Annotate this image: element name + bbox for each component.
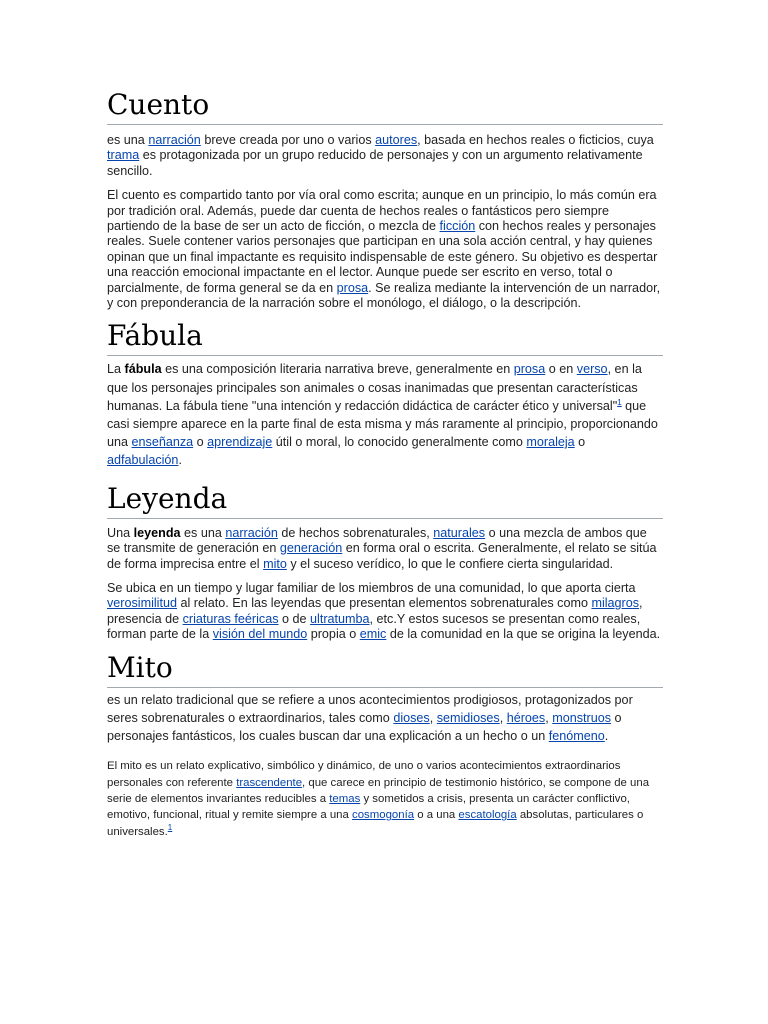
article-content: [107, 88, 663, 840]
link-prosa[interactable]: prosa: [513, 362, 546, 377]
text: Se ubica en un tiempo y lugar familiar de los miembros de una comunidad, lo que aporta cierta: [107, 580, 636, 595]
heading-mito: Mito: [107, 651, 663, 688]
cuento-paragraph-2: [107, 188, 663, 311]
link-autores[interactable]: autores: [375, 133, 418, 147]
leyenda-paragraph-2: [107, 581, 663, 643]
text: , en la que los personajes principales son animales o cosas inanimadas que presentan características humanas. La fábula tiene "una intención y redacción didáctica de carácter ético y universal": [107, 362, 642, 413]
text: ,: [429, 710, 437, 725]
text: , etc.Y estos sucesos se presentan como reales, forman parte de la: [107, 611, 641, 642]
text: El cuento es compartido tanto por vía oral como escrita; aunque en un principio, lo más común era por tradición oral. Además, puede dar cuenta de hechos reales o fantásticos pero siempre partiendo de la base de ser un acto de ficción, o mezcla de: [107, 188, 657, 234]
fabula-paragraph-1: [107, 360, 663, 469]
text: , basada en hechos reales o ficticios, cuya: [417, 133, 654, 147]
text: absolutas, particulares o universales.: [107, 809, 644, 838]
reference-link[interactable]: 1: [167, 822, 173, 832]
text: o a una: [414, 809, 459, 822]
link-semidioses[interactable]: semidioses: [436, 710, 500, 725]
text: o en: [545, 362, 577, 377]
text: es una: [107, 133, 149, 147]
mito-paragraph-1: [107, 691, 663, 746]
leyenda-paragraph-1: [107, 526, 663, 572]
link-ensenanza[interactable]: enseñanza: [131, 435, 194, 450]
link-cosmogonia[interactable]: cosmogonía: [352, 809, 415, 822]
text: es una: [180, 525, 226, 540]
text: .: [604, 728, 609, 743]
text: o de: [278, 611, 311, 626]
text: de hechos sobrenaturales,: [277, 525, 434, 540]
mito-paragraph-2: [107, 758, 663, 840]
text: , que carece en principio de testimonio histórico, se compone de una serie de elementos invariantes reducibles a: [107, 776, 650, 805]
text: breve creada por uno o varios: [200, 133, 376, 147]
text: propia o: [307, 627, 360, 642]
text: o personajes fantásticos, los cuales buscan dar una explicación a un hecho o un: [107, 710, 622, 743]
text: es un relato tradicional que se refiere a unos acontecimientos prodigiosos, protagonizados por seres sobrenaturales o extraordinarios, tales como: [107, 692, 633, 725]
text: es protagonizada por un grupo reducido de personajes y con un argumento relativamente sencillo.: [107, 148, 643, 178]
text: al relato. En las leyendas que presentan elementos sobrenaturales como: [177, 596, 592, 611]
link-mito[interactable]: mito: [263, 556, 287, 571]
bold-fabula: fábula: [124, 362, 162, 377]
link-trama[interactable]: trama: [107, 148, 140, 163]
text: , presencia de: [107, 596, 643, 626]
link-aprendizaje[interactable]: aprendizaje: [207, 435, 273, 450]
link-trascendente[interactable]: trascendente: [236, 776, 303, 789]
link-escatologia[interactable]: escatología: [458, 809, 517, 822]
link-heroes[interactable]: héroes: [506, 710, 546, 725]
link-naturales[interactable]: naturales: [433, 525, 486, 540]
heading-leyenda: Leyenda: [107, 482, 663, 519]
link-fenomeno[interactable]: fenómeno: [548, 728, 605, 743]
reference-link[interactable]: 1: [617, 397, 622, 407]
text: de la comunidad en la que se origina la leyenda.: [386, 627, 661, 642]
text: y sometidos a crisis, presenta un carácter conflictivo, emotivo, funcional, ritual y remite siempre a una: [107, 792, 630, 822]
link-verso[interactable]: verso: [576, 362, 608, 377]
text: El mito es un relato explicativo, simbólico y dinámico, de uno o varios acontecimientos extraordinarios personales con referente: [107, 760, 621, 789]
cuento-paragraph-1: [107, 133, 663, 179]
link-narracion[interactable]: narración: [225, 525, 278, 540]
text: . Se realiza mediante la intervención de un narrador, y con preponderancia de la narración sobre el monólogo, el diálogo, o la descripción.: [107, 280, 661, 311]
text: La: [107, 362, 125, 377]
link-ficcion[interactable]: ficción: [439, 219, 476, 234]
text: ,: [545, 710, 553, 725]
text: o: [193, 435, 208, 450]
link-monstruos[interactable]: monstruos: [552, 710, 612, 725]
link-ultratumba[interactable]: ultratumba: [310, 611, 370, 626]
text: que casi siempre aparece en la parte final de esta misma y más raramente al principio, proporcionando una: [107, 398, 658, 450]
text: útil o moral, lo conocido generalmente como: [272, 435, 527, 450]
text: es una composición literaria narrativa breve, generalmente en: [161, 362, 514, 377]
link-moraleja[interactable]: moraleja: [526, 435, 575, 450]
text: ,: [499, 710, 507, 725]
link-criaturas-feericas[interactable]: criaturas feéricas: [182, 611, 279, 626]
link-emic[interactable]: emic: [359, 627, 387, 642]
bold-leyenda: leyenda: [133, 525, 181, 540]
text: o una mezcla de ambos que se transmite de generación en: [107, 525, 647, 556]
text: con hechos reales y personajes reales. Suele contener varios personajes que participan en una sola acción central, y hay quienes opinan que un final impactante es requisito indispensable de este género. Su objetivo es despertar una reacción emocional impactante en el lector. Aunque puede ser escrito en verso, total o parcialmente, de forma general se da en: [107, 219, 658, 295]
text: y el suceso verídico, lo que le confiere cierta singularidad.: [286, 556, 614, 571]
link-temas[interactable]: temas: [329, 792, 361, 805]
link-vision-del-mundo[interactable]: visión del mundo: [212, 627, 308, 642]
link-dioses[interactable]: dioses: [393, 710, 430, 725]
link-verosimilitud[interactable]: verosimilitud: [107, 596, 177, 611]
text: en forma oral o escrita. Generalmente, el relato se sitúa de forma imprecisa entre el: [107, 541, 657, 571]
heading-cuento: Cuento: [107, 88, 663, 125]
link-prosa[interactable]: prosa: [336, 280, 369, 295]
text: Una: [107, 525, 134, 540]
link-narracion[interactable]: narración: [148, 133, 201, 147]
link-milagros[interactable]: milagros: [591, 596, 640, 611]
text: o: [574, 435, 586, 450]
text: .: [178, 453, 182, 468]
link-adfabulacion[interactable]: adfabulación: [107, 453, 179, 468]
heading-fabula: Fábula: [107, 319, 663, 356]
link-generacion[interactable]: generación: [279, 541, 343, 556]
